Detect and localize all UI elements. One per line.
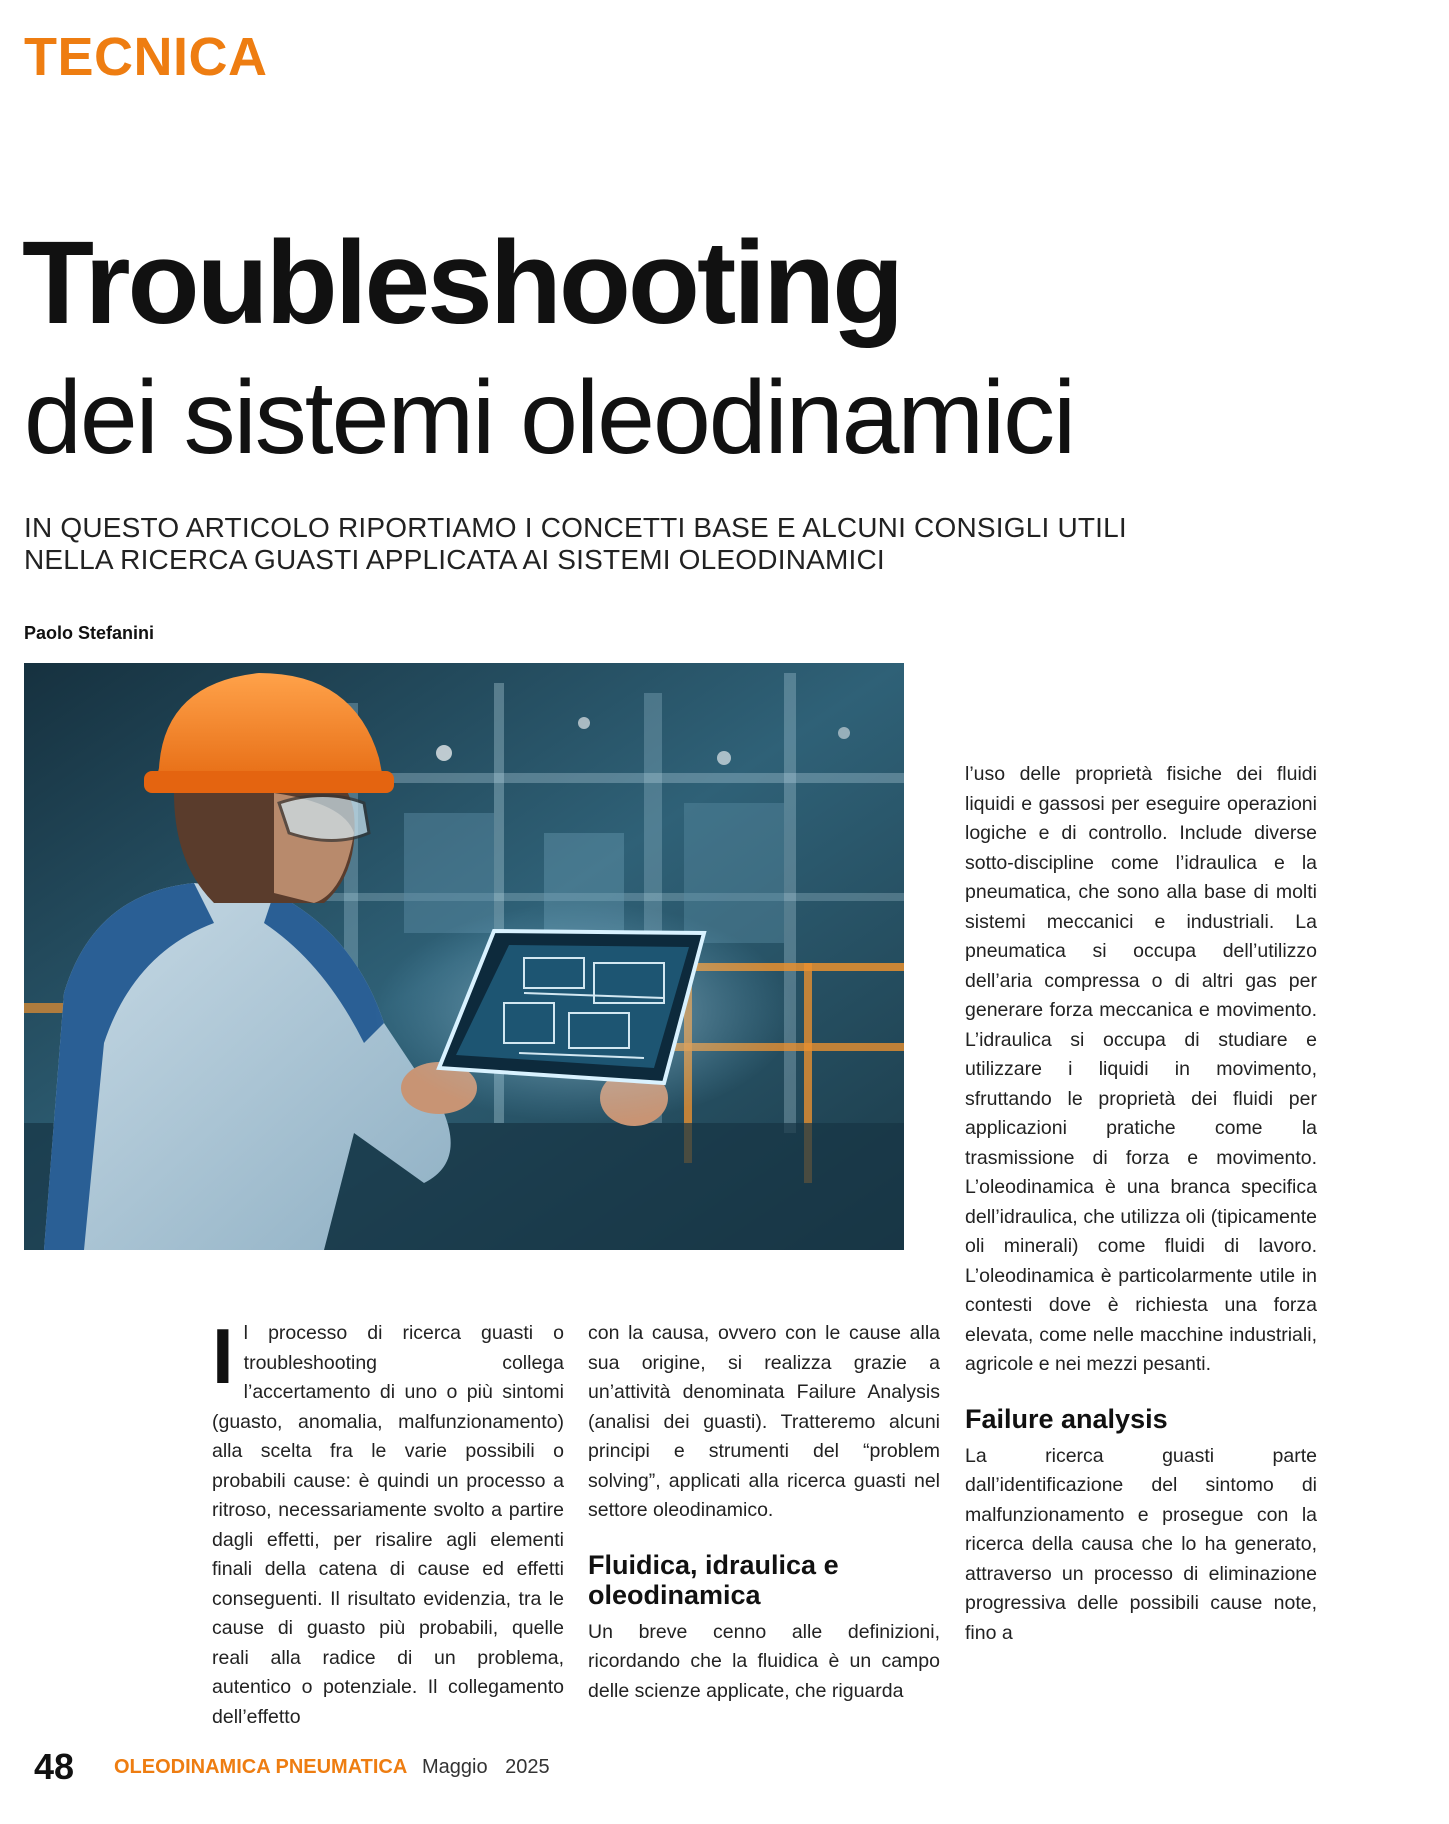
paragraph-intro: l processo di ricerca guasti o troubleshooting collega l’accertamento di uno o più sintomi (guasto, anomalia, malfunzionamento) alla scelta fra le varie possibili o probabili cause: è quindi un processo a ritroso, necessariamente svolto a partire dagli effetti, per risalire agli elementi finali della catena di cause ed effetti conseguenti. Il risultato evidenzia, tra le cause di guasto più probabili, quelle reali alla radice di un problema, autentico o potenziale. Il collegamento dell’effetto (212, 1322, 564, 1728)
issue-date: Maggio 2025 (422, 1756, 550, 1778)
section-heading-failure-analysis: Failure analysis (965, 1403, 1168, 1434)
article-title: Troubleshooting (22, 217, 902, 349)
article-subtitle: dei sistemi oleodinamici (24, 360, 1075, 476)
paragraph-definitions: l’uso delle proprietà fisiche dei fluidi liquidi e gassosi per eseguire operazioni logiche e di controllo. Include diverse sotto-discipline come l’idraulica e la pneumatica, che sono alla base di molti sistemi meccanici e industriali. La pneumatica si occupa dell’utilizzo dell’aria compressa o di altri gas per generare forza meccanica e movimento. L’idraulica si occupa di studiare e utilizzare i liquidi in movimento, sfruttando le proprietà dei fluidi per applicazioni pratiche come la trasmissione di forza e movimento. L’oleodinamica è una branca specifica dell’idraulica, che utilizza oli (tipicamente oli minerali) come fluidi di lavoro. L’oleodinamica è particolarmente utile in contesti dove è richiesta una forza elevata, come nelle macchine industriali, agricole e nei mezzi pesanti. (965, 763, 1317, 1375)
paragraph-failure-analysis: La ricerca guasti parte dall’identificazione del sintomo di malfunzionamento e prosegue con la ricerca della causa che lo ha generato, attraverso un processo di eliminazione progressiva delle possibili cause note, fino a (965, 1444, 1317, 1644)
paragraph-fluidica: Un breve cenno alle definizioni, ricordando che la fluidica è un campo delle scienze applicate, che riguarda (588, 1620, 940, 1702)
article-deck: IN QUESTO ARTICOLO RIPORTIAMO I CONCETTI BASE E ALCUNI CONSIGLI UTILI NELLA RICERCA GUASTI APPLICATA AI SISTEMI OLEODINAMICI (24, 512, 1127, 575)
section-label: TECNICA (24, 27, 268, 87)
drop-cap: I (212, 1312, 234, 1400)
magazine-name: OLEODINAMICA PNEUMATICA (114, 1756, 408, 1778)
body-column-2 (588, 1319, 940, 1706)
body-column-3 (965, 760, 1317, 1648)
engineer-tablet-photo (24, 663, 904, 1250)
article-author: Paolo Stefanini (24, 623, 155, 643)
section-heading-fluidica: Fluidica, idraulica e oleodinamica (588, 1549, 839, 1610)
body-column-1 (212, 1312, 564, 1732)
page-number: 48 (34, 1746, 75, 1787)
paragraph-continued: con la causa, ovvero con le cause alla sua origine, si realizza grazie a un’attività denominata Failure Analysis (analisi dei guasti). Tratteremo alcuni principi e strumenti del “problem solving”, applicati alla ricerca guasti nel settore oleodinamico. (588, 1322, 940, 1521)
